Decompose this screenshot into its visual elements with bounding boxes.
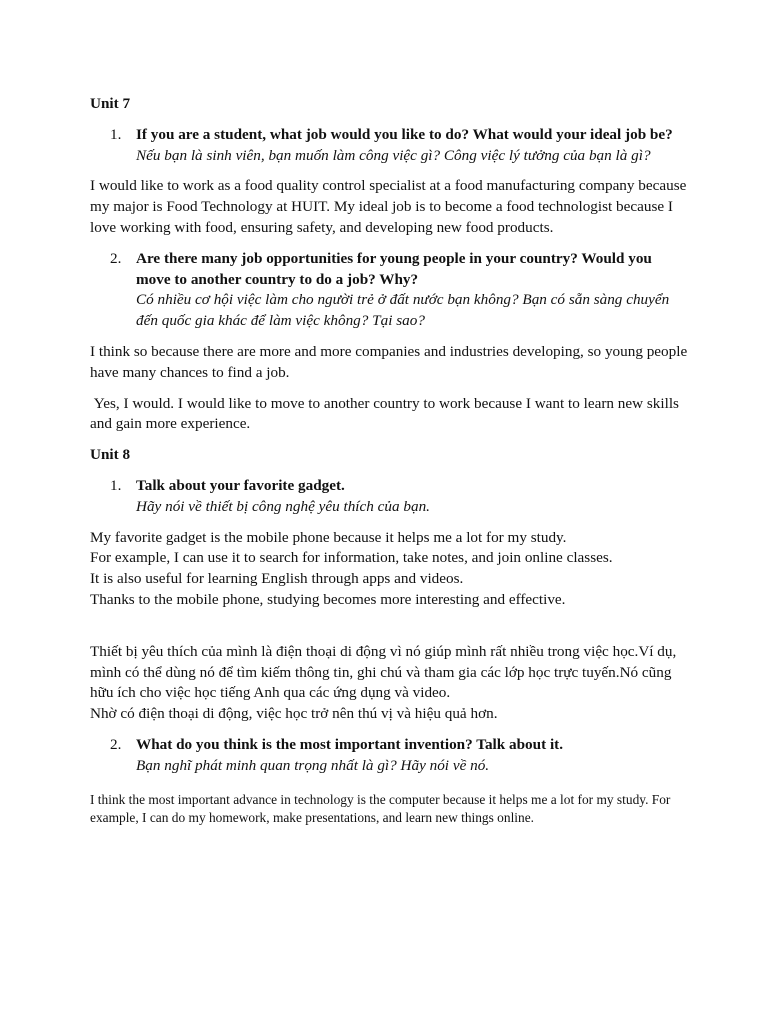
question-text-vi: Bạn nghĩ phát minh quan trọng nhất là gì? Hãy nói về nó.: [136, 756, 490, 774]
unit-8-answer-1-en: [90, 528, 688, 611]
question-text-en: Talk about your favorite gadget.: [136, 476, 345, 494]
unit-7-question-1: [90, 125, 688, 167]
unit-8-answer-2: I think the most important advance in technology is the computer because it helps me a lot for my study. For example, I can do my homework, make presentations, and learn new things online.: [90, 791, 671, 825]
question-text-en: What do you think is the most important invention? Talk about it.: [136, 735, 564, 753]
answer-line: It is also useful for learning English through apps and videos.: [90, 570, 464, 588]
question-text-vi: Nếu bạn là sinh viên, bạn muốn làm công việc gì? Công việc lý tưởng của bạn là gì?: [136, 146, 651, 164]
unit-8-heading: Unit 8: [90, 446, 131, 464]
question-number: 2.: [110, 735, 122, 753]
unit-8-answer-1-vi: [90, 642, 688, 725]
question-number: 2.: [110, 249, 122, 267]
blank-line: [90, 621, 688, 642]
unit-7-heading: Unit 7: [90, 95, 131, 112]
question-number: 1.: [110, 476, 122, 494]
question-text-vi: Có nhiều cơ hội việc làm cho người trẻ ở đất nước bạn không? Bạn có sẵn sàng chuyển đến quốc gia khác để làm việc không? Tại sao?: [136, 291, 670, 330]
answer-line-vi: Nhờ có điện thoại di động, việc học trở nên thú vị và hiệu quả hơn.: [90, 705, 498, 723]
unit-7-answer-1: I would like to work as a food quality control specialist at a food manufacturing company because my major is Food Technology at HUIT. My ideal job is to become a food technologist because I love working with food, ensuring safety, and developing new food products.: [90, 177, 687, 236]
unit-7-question-2: [90, 249, 688, 332]
unit-7-answer-2b: Yes, I would. I would like to move to another country to work because I want to learn new skills and gain more experience.: [90, 394, 683, 433]
question-text-vi: Hãy nói về thiết bị công nghệ yêu thích của bạn.: [136, 497, 430, 515]
unit-8-question-2: [90, 735, 688, 777]
answer-line: Thanks to the mobile phone, studying becomes more interesting and effective.: [90, 590, 566, 608]
answer-line: For example, I can use it to search for information, take notes, and join online classes.: [90, 549, 613, 567]
answer-line: My favorite gadget is the mobile phone because it helps me a lot for my study.: [90, 528, 567, 546]
answer-paragraph-vi: Thiết bị yêu thích của mình là điện thoại di động vì nó giúp mình rất nhiều trong việc học.Ví dụ, mình có thể dùng nó để tìm kiếm thông tin, ghi chú và tham gia các lớp học trực tuyến.Nó cũng hữu ích cho việc học tiếng Anh qua các ứng dụng và video.: [90, 642, 677, 702]
unit-8-question-1: [90, 476, 688, 518]
unit-7-answer-2a: I think so because there are more and more companies and industries developing, so young people have many chances to find a job.: [90, 342, 688, 381]
question-text-en: If you are a student, what job would you like to do? What would your ideal job be?: [136, 125, 673, 143]
question-text-en: Are there many job opportunities for young people in your country? Would you move to another country to do a job? Why?: [136, 249, 652, 288]
question-number: 1.: [110, 125, 122, 143]
